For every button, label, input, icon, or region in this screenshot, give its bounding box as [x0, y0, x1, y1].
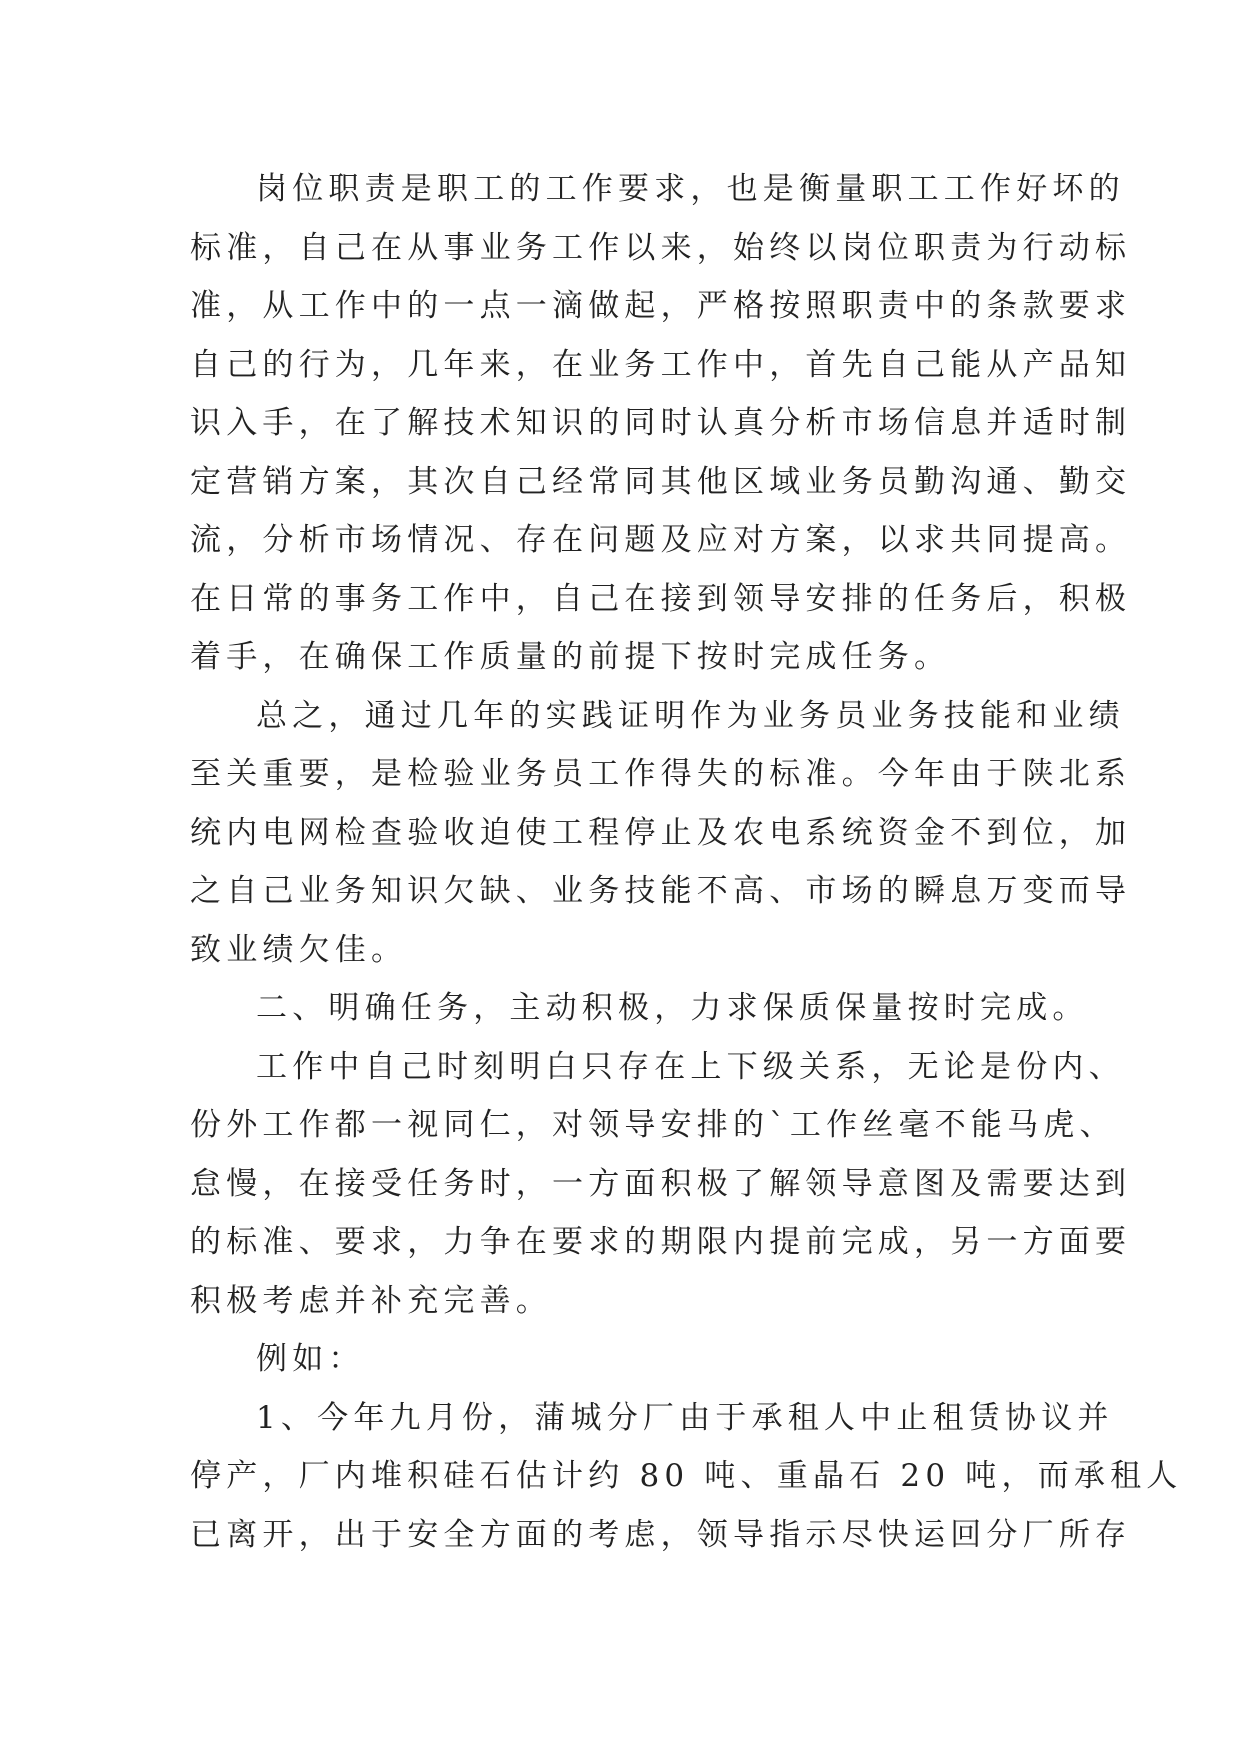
text-line: 至关重要，是检验业务员工作得失的标准。今年由于陕北系: [190, 756, 1132, 792]
text-line: 着手，在确保工作质量的前提下按时完成任务。: [190, 639, 951, 675]
text-line: 统内电网检查验收迫使工程停止及农电系统资金不到位，加: [190, 814, 1132, 851]
text-line: 岗位职责是职工的工作要求，也是衡量职工工作好坏的: [256, 171, 1125, 207]
text-line: 的标准、要求，力争在要求的期限内提前完成，另一方面要: [190, 1224, 1132, 1260]
list-item: 1、今年九月份，蒲城分厂由于承租人中止租赁协议并: [256, 1399, 1114, 1436]
section-heading: 二、明确任务，主动积极，力求保质保量按时完成。: [256, 990, 1089, 1026]
text-line: 总之，通过几年的实践证明作为业务员业务技能和业绩: [256, 697, 1125, 734]
text-line: 定营销方案，其次自己经常同其他区域业务员勤沟通、勤交: [190, 463, 1132, 500]
text-line: 流，分析市场情况、存在问题及应对方案，以求共同提高。: [190, 522, 1132, 558]
text-line: 已离开，出于安全方面的考虑，领导指示尽快运回分厂所存: [190, 1516, 1132, 1553]
document-body: [190, 160, 1183, 1564]
text-line: 准，从工作中的一点一滴做起，严格按照职责中的条款要求: [190, 288, 1132, 324]
text-line: 例如：: [256, 1341, 365, 1377]
text-line: 在日常的事务工作中，自己在接到领导安排的任务后，积极: [190, 580, 1132, 617]
text-line: 标准，自己在从事业务工作以来，始终以岗位职责为行动标: [190, 229, 1132, 266]
text-line: 工作中自己时刻明白只存在上下级关系，无论是份内、: [256, 1048, 1125, 1085]
text-line: 识入手，在了解技术知识的同时认真分析市场信息并适时制: [190, 405, 1132, 441]
text-line: 积极考虑并补充完善。: [190, 1282, 552, 1319]
text-line: 自己的行为，几年来，在业务工作中，首先自己能从产品知: [190, 346, 1132, 383]
text-line: 停产，厂内堆积硅石估计约 80 吨、重晶石 20 吨，而承租人: [190, 1458, 1183, 1494]
text-line: 份外工作都一视同仁，对领导安排的`工作丝毫不能马虎、: [190, 1107, 1116, 1143]
text-line: 之自己业务知识欠缺、业务技能不高、市场的瞬息万变而导: [190, 873, 1132, 909]
text-line: 致业绩欠佳。: [190, 931, 408, 968]
text-line: 怠慢，在接受任务时，一方面积极了解领导意图及需要达到: [190, 1165, 1132, 1202]
